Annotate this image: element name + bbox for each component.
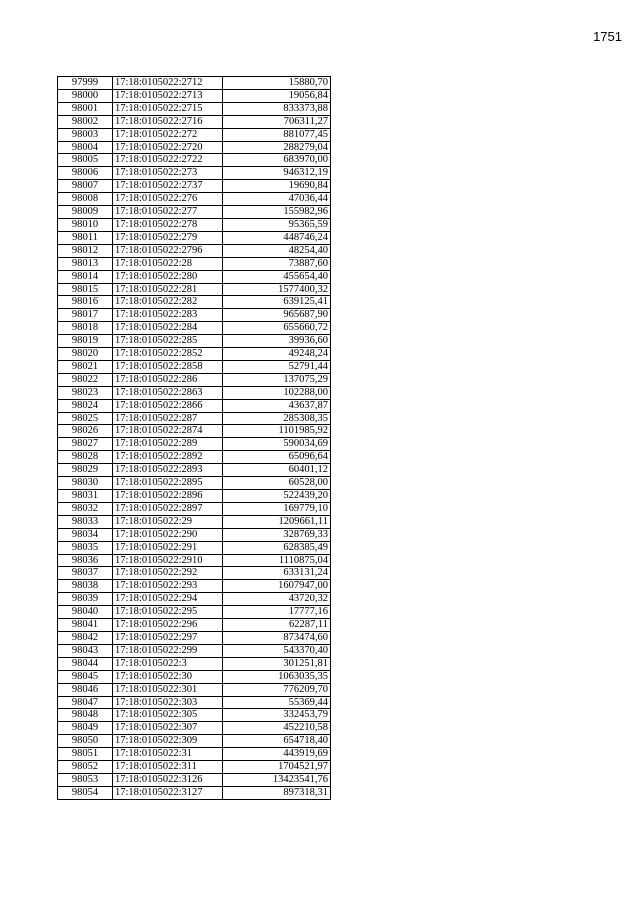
value-cell: 639125,41 bbox=[223, 296, 331, 309]
table-row bbox=[58, 128, 331, 141]
cadastral-number-cell: 17:18:0105022:3 bbox=[113, 657, 223, 670]
table-row bbox=[58, 761, 331, 774]
cadastral-number-cell: 17:18:0105022:29 bbox=[113, 515, 223, 528]
cadastral-number-cell: 17:18:0105022:2895 bbox=[113, 477, 223, 490]
value-cell: 1063035,35 bbox=[223, 670, 331, 683]
table-row bbox=[58, 464, 331, 477]
table-row bbox=[58, 786, 331, 799]
cadastral-number-cell: 17:18:0105022:2737 bbox=[113, 180, 223, 193]
table-row bbox=[58, 670, 331, 683]
row-number-cell: 98032 bbox=[58, 502, 113, 515]
cadastral-number-cell: 17:18:0105022:2892 bbox=[113, 451, 223, 464]
value-cell: 543370,40 bbox=[223, 644, 331, 657]
value-cell: 13423541,76 bbox=[223, 773, 331, 786]
row-number-cell: 98039 bbox=[58, 593, 113, 606]
cadastral-number-cell: 17:18:0105022:2722 bbox=[113, 154, 223, 167]
cadastral-number-cell: 17:18:0105022:287 bbox=[113, 412, 223, 425]
value-cell: 683970,00 bbox=[223, 154, 331, 167]
row-number-cell: 97999 bbox=[58, 77, 113, 90]
table-row bbox=[58, 477, 331, 490]
cadastral-number-cell: 17:18:0105022:3126 bbox=[113, 773, 223, 786]
cadastral-number-cell: 17:18:0105022:279 bbox=[113, 231, 223, 244]
cadastral-number-cell: 17:18:0105022:296 bbox=[113, 619, 223, 632]
table-row bbox=[58, 360, 331, 373]
value-cell: 1110875,04 bbox=[223, 554, 331, 567]
row-number-cell: 98026 bbox=[58, 425, 113, 438]
row-number-cell: 98019 bbox=[58, 335, 113, 348]
cadastral-number-cell: 17:18:0105022:2720 bbox=[113, 141, 223, 154]
cadastral-number-cell: 17:18:0105022:28 bbox=[113, 257, 223, 270]
row-number-cell: 98028 bbox=[58, 451, 113, 464]
value-cell: 15880,70 bbox=[223, 77, 331, 90]
cadastral-number-cell: 17:18:0105022:291 bbox=[113, 541, 223, 554]
cadastral-number-cell: 17:18:0105022:284 bbox=[113, 322, 223, 335]
value-cell: 873474,60 bbox=[223, 631, 331, 644]
cadastral-number-cell: 17:18:0105022:2852 bbox=[113, 348, 223, 361]
table-row bbox=[58, 644, 331, 657]
cadastral-number-cell: 17:18:0105022:2910 bbox=[113, 554, 223, 567]
table-row bbox=[58, 606, 331, 619]
row-number-cell: 98038 bbox=[58, 580, 113, 593]
row-number-cell: 98014 bbox=[58, 270, 113, 283]
row-number-cell: 98013 bbox=[58, 257, 113, 270]
table-row bbox=[58, 231, 331, 244]
table-row bbox=[58, 619, 331, 632]
cadastral-number-cell: 17:18:0105022:2874 bbox=[113, 425, 223, 438]
table-row bbox=[58, 386, 331, 399]
value-cell: 633131,24 bbox=[223, 567, 331, 580]
table-row bbox=[58, 193, 331, 206]
row-number-cell: 98037 bbox=[58, 567, 113, 580]
value-cell: 17777,16 bbox=[223, 606, 331, 619]
value-cell: 285308,35 bbox=[223, 412, 331, 425]
row-number-cell: 98040 bbox=[58, 606, 113, 619]
cadastral-number-cell: 17:18:0105022:309 bbox=[113, 735, 223, 748]
row-number-cell: 98015 bbox=[58, 283, 113, 296]
row-number-cell: 98009 bbox=[58, 206, 113, 219]
value-cell: 65096,64 bbox=[223, 451, 331, 464]
table-row bbox=[58, 657, 331, 670]
row-number-cell: 98011 bbox=[58, 231, 113, 244]
table-row bbox=[58, 373, 331, 386]
cadastral-number-cell: 17:18:0105022:278 bbox=[113, 218, 223, 231]
cadastral-number-cell: 17:18:0105022:2716 bbox=[113, 115, 223, 128]
cadastral-number-cell: 17:18:0105022:2715 bbox=[113, 102, 223, 115]
value-cell: 95365,59 bbox=[223, 218, 331, 231]
cadastral-number-cell: 17:18:0105022:307 bbox=[113, 722, 223, 735]
table-row bbox=[58, 335, 331, 348]
row-number-cell: 98033 bbox=[58, 515, 113, 528]
cadastral-number-cell: 17:18:0105022:311 bbox=[113, 761, 223, 774]
cadastral-number-cell: 17:18:0105022:2796 bbox=[113, 244, 223, 257]
cadastral-number-cell: 17:18:0105022:2866 bbox=[113, 399, 223, 412]
value-cell: 43637,87 bbox=[223, 399, 331, 412]
value-cell: 590034,69 bbox=[223, 438, 331, 451]
row-number-cell: 98048 bbox=[58, 709, 113, 722]
value-cell: 60401,12 bbox=[223, 464, 331, 477]
value-cell: 965687,90 bbox=[223, 309, 331, 322]
cadastral-number-cell: 17:18:0105022:280 bbox=[113, 270, 223, 283]
row-number-cell: 98049 bbox=[58, 722, 113, 735]
cadastral-number-cell: 17:18:0105022:2863 bbox=[113, 386, 223, 399]
table-row bbox=[58, 154, 331, 167]
table-row bbox=[58, 554, 331, 567]
cadastral-number-cell: 17:18:0105022:282 bbox=[113, 296, 223, 309]
value-cell: 452210,58 bbox=[223, 722, 331, 735]
value-cell: 1577400,32 bbox=[223, 283, 331, 296]
cadastral-number-cell: 17:18:0105022:273 bbox=[113, 167, 223, 180]
value-cell: 55369,44 bbox=[223, 696, 331, 709]
table-body bbox=[58, 77, 331, 800]
value-cell: 946312,19 bbox=[223, 167, 331, 180]
row-number-cell: 98036 bbox=[58, 554, 113, 567]
table-row bbox=[58, 89, 331, 102]
table-row bbox=[58, 412, 331, 425]
value-cell: 1209661,11 bbox=[223, 515, 331, 528]
row-number-cell: 98023 bbox=[58, 386, 113, 399]
table-row bbox=[58, 528, 331, 541]
cadastral-number-cell: 17:18:0105022:286 bbox=[113, 373, 223, 386]
value-cell: 102288,00 bbox=[223, 386, 331, 399]
cadastral-number-cell: 17:18:0105022:2897 bbox=[113, 502, 223, 515]
value-cell: 60528,00 bbox=[223, 477, 331, 490]
row-number-cell: 98034 bbox=[58, 528, 113, 541]
row-number-cell: 98004 bbox=[58, 141, 113, 154]
table-row bbox=[58, 309, 331, 322]
cadastral-number-cell: 17:18:0105022:276 bbox=[113, 193, 223, 206]
table-row bbox=[58, 567, 331, 580]
table-row bbox=[58, 141, 331, 154]
value-cell: 1607947,00 bbox=[223, 580, 331, 593]
value-cell: 39936,60 bbox=[223, 335, 331, 348]
row-number-cell: 98022 bbox=[58, 373, 113, 386]
value-cell: 43720,32 bbox=[223, 593, 331, 606]
table-row bbox=[58, 683, 331, 696]
table-row bbox=[58, 322, 331, 335]
row-number-cell: 98052 bbox=[58, 761, 113, 774]
row-number-cell: 98053 bbox=[58, 773, 113, 786]
cadastral-number-cell: 17:18:0105022:301 bbox=[113, 683, 223, 696]
row-number-cell: 98047 bbox=[58, 696, 113, 709]
row-number-cell: 98008 bbox=[58, 193, 113, 206]
value-cell: 169779,10 bbox=[223, 502, 331, 515]
cadastral-number-cell: 17:18:0105022:292 bbox=[113, 567, 223, 580]
row-number-cell: 98050 bbox=[58, 735, 113, 748]
row-number-cell: 98024 bbox=[58, 399, 113, 412]
cadastral-number-cell: 17:18:0105022:277 bbox=[113, 206, 223, 219]
row-number-cell: 98043 bbox=[58, 644, 113, 657]
cadastral-number-cell: 17:18:0105022:2713 bbox=[113, 89, 223, 102]
row-number-cell: 98001 bbox=[58, 102, 113, 115]
cadastral-number-cell: 17:18:0105022:285 bbox=[113, 335, 223, 348]
value-cell: 1101985,92 bbox=[223, 425, 331, 438]
table-row bbox=[58, 218, 331, 231]
value-cell: 62287,11 bbox=[223, 619, 331, 632]
row-number-cell: 98010 bbox=[58, 218, 113, 231]
row-number-cell: 98003 bbox=[58, 128, 113, 141]
row-number-cell: 98029 bbox=[58, 464, 113, 477]
cadastral-number-cell: 17:18:0105022:30 bbox=[113, 670, 223, 683]
table-row bbox=[58, 631, 331, 644]
row-number-cell: 98018 bbox=[58, 322, 113, 335]
row-number-cell: 98007 bbox=[58, 180, 113, 193]
table-row bbox=[58, 748, 331, 761]
cadastral-number-cell: 17:18:0105022:2893 bbox=[113, 464, 223, 477]
row-number-cell: 98025 bbox=[58, 412, 113, 425]
row-number-cell: 98021 bbox=[58, 360, 113, 373]
table-row bbox=[58, 296, 331, 309]
cadastral-number-cell: 17:18:0105022:303 bbox=[113, 696, 223, 709]
cadastral-number-cell: 17:18:0105022:2858 bbox=[113, 360, 223, 373]
table-row bbox=[58, 773, 331, 786]
table-row bbox=[58, 438, 331, 451]
row-number-cell: 98054 bbox=[58, 786, 113, 799]
value-cell: 155982,96 bbox=[223, 206, 331, 219]
row-number-cell: 98020 bbox=[58, 348, 113, 361]
row-number-cell: 98045 bbox=[58, 670, 113, 683]
cadastral-number-cell: 17:18:0105022:272 bbox=[113, 128, 223, 141]
row-number-cell: 98027 bbox=[58, 438, 113, 451]
cadastral-number-cell: 17:18:0105022:3127 bbox=[113, 786, 223, 799]
cadastral-number-cell: 17:18:0105022:283 bbox=[113, 309, 223, 322]
value-cell: 137075,29 bbox=[223, 373, 331, 386]
table-row bbox=[58, 399, 331, 412]
value-cell: 897318,31 bbox=[223, 786, 331, 799]
table-row bbox=[58, 541, 331, 554]
table-row bbox=[58, 502, 331, 515]
table-row bbox=[58, 722, 331, 735]
value-cell: 288279,04 bbox=[223, 141, 331, 154]
value-cell: 881077,45 bbox=[223, 128, 331, 141]
cadastral-number-cell: 17:18:0105022:293 bbox=[113, 580, 223, 593]
table-row bbox=[58, 515, 331, 528]
cadastral-number-cell: 17:18:0105022:281 bbox=[113, 283, 223, 296]
value-cell: 301251,81 bbox=[223, 657, 331, 670]
value-cell: 654718,40 bbox=[223, 735, 331, 748]
row-number-cell: 98030 bbox=[58, 477, 113, 490]
value-cell: 706311,27 bbox=[223, 115, 331, 128]
cadastral-number-cell: 17:18:0105022:305 bbox=[113, 709, 223, 722]
table-row bbox=[58, 115, 331, 128]
value-cell: 47036,44 bbox=[223, 193, 331, 206]
cadastral-number-cell: 17:18:0105022:297 bbox=[113, 631, 223, 644]
value-cell: 448746,24 bbox=[223, 231, 331, 244]
value-cell: 455654,40 bbox=[223, 270, 331, 283]
row-number-cell: 98051 bbox=[58, 748, 113, 761]
value-cell: 19056,84 bbox=[223, 89, 331, 102]
table-row bbox=[58, 490, 331, 503]
table-row bbox=[58, 709, 331, 722]
cadastral-number-cell: 17:18:0105022:31 bbox=[113, 748, 223, 761]
value-cell: 655660,72 bbox=[223, 322, 331, 335]
row-number-cell: 98046 bbox=[58, 683, 113, 696]
row-number-cell: 98005 bbox=[58, 154, 113, 167]
row-number-cell: 98000 bbox=[58, 89, 113, 102]
table-row bbox=[58, 348, 331, 361]
row-number-cell: 98042 bbox=[58, 631, 113, 644]
table-row bbox=[58, 206, 331, 219]
cadastral-number-cell: 17:18:0105022:2896 bbox=[113, 490, 223, 503]
value-cell: 833373,88 bbox=[223, 102, 331, 115]
table-row bbox=[58, 451, 331, 464]
row-number-cell: 98041 bbox=[58, 619, 113, 632]
table-row bbox=[58, 593, 331, 606]
row-number-cell: 98016 bbox=[58, 296, 113, 309]
value-cell: 49248,24 bbox=[223, 348, 331, 361]
table-row bbox=[58, 735, 331, 748]
page-number: 1751 bbox=[593, 29, 622, 44]
cadastral-number-cell: 17:18:0105022:2712 bbox=[113, 77, 223, 90]
table-row bbox=[58, 257, 331, 270]
cadastral-number-cell: 17:18:0105022:295 bbox=[113, 606, 223, 619]
table-row bbox=[58, 77, 331, 90]
row-number-cell: 98035 bbox=[58, 541, 113, 554]
value-cell: 48254,40 bbox=[223, 244, 331, 257]
table-row bbox=[58, 425, 331, 438]
table-row bbox=[58, 580, 331, 593]
value-cell: 52791,44 bbox=[223, 360, 331, 373]
table-row bbox=[58, 102, 331, 115]
value-cell: 776209,70 bbox=[223, 683, 331, 696]
row-number-cell: 98002 bbox=[58, 115, 113, 128]
table-row bbox=[58, 167, 331, 180]
value-cell: 73887,60 bbox=[223, 257, 331, 270]
row-number-cell: 98044 bbox=[58, 657, 113, 670]
table-row bbox=[58, 696, 331, 709]
cadastral-number-cell: 17:18:0105022:290 bbox=[113, 528, 223, 541]
row-number-cell: 98031 bbox=[58, 490, 113, 503]
cadastral-value-table bbox=[57, 76, 331, 800]
row-number-cell: 98017 bbox=[58, 309, 113, 322]
value-cell: 628385,49 bbox=[223, 541, 331, 554]
row-number-cell: 98012 bbox=[58, 244, 113, 257]
value-cell: 19690,84 bbox=[223, 180, 331, 193]
value-cell: 1704521,97 bbox=[223, 761, 331, 774]
table-row bbox=[58, 270, 331, 283]
cadastral-number-cell: 17:18:0105022:294 bbox=[113, 593, 223, 606]
value-cell: 332453,79 bbox=[223, 709, 331, 722]
row-number-cell: 98006 bbox=[58, 167, 113, 180]
value-cell: 522439,20 bbox=[223, 490, 331, 503]
value-cell: 328769,33 bbox=[223, 528, 331, 541]
table-row bbox=[58, 180, 331, 193]
cadastral-number-cell: 17:18:0105022:289 bbox=[113, 438, 223, 451]
table-row bbox=[58, 244, 331, 257]
value-cell: 443919,69 bbox=[223, 748, 331, 761]
table-row bbox=[58, 283, 331, 296]
cadastral-number-cell: 17:18:0105022:299 bbox=[113, 644, 223, 657]
